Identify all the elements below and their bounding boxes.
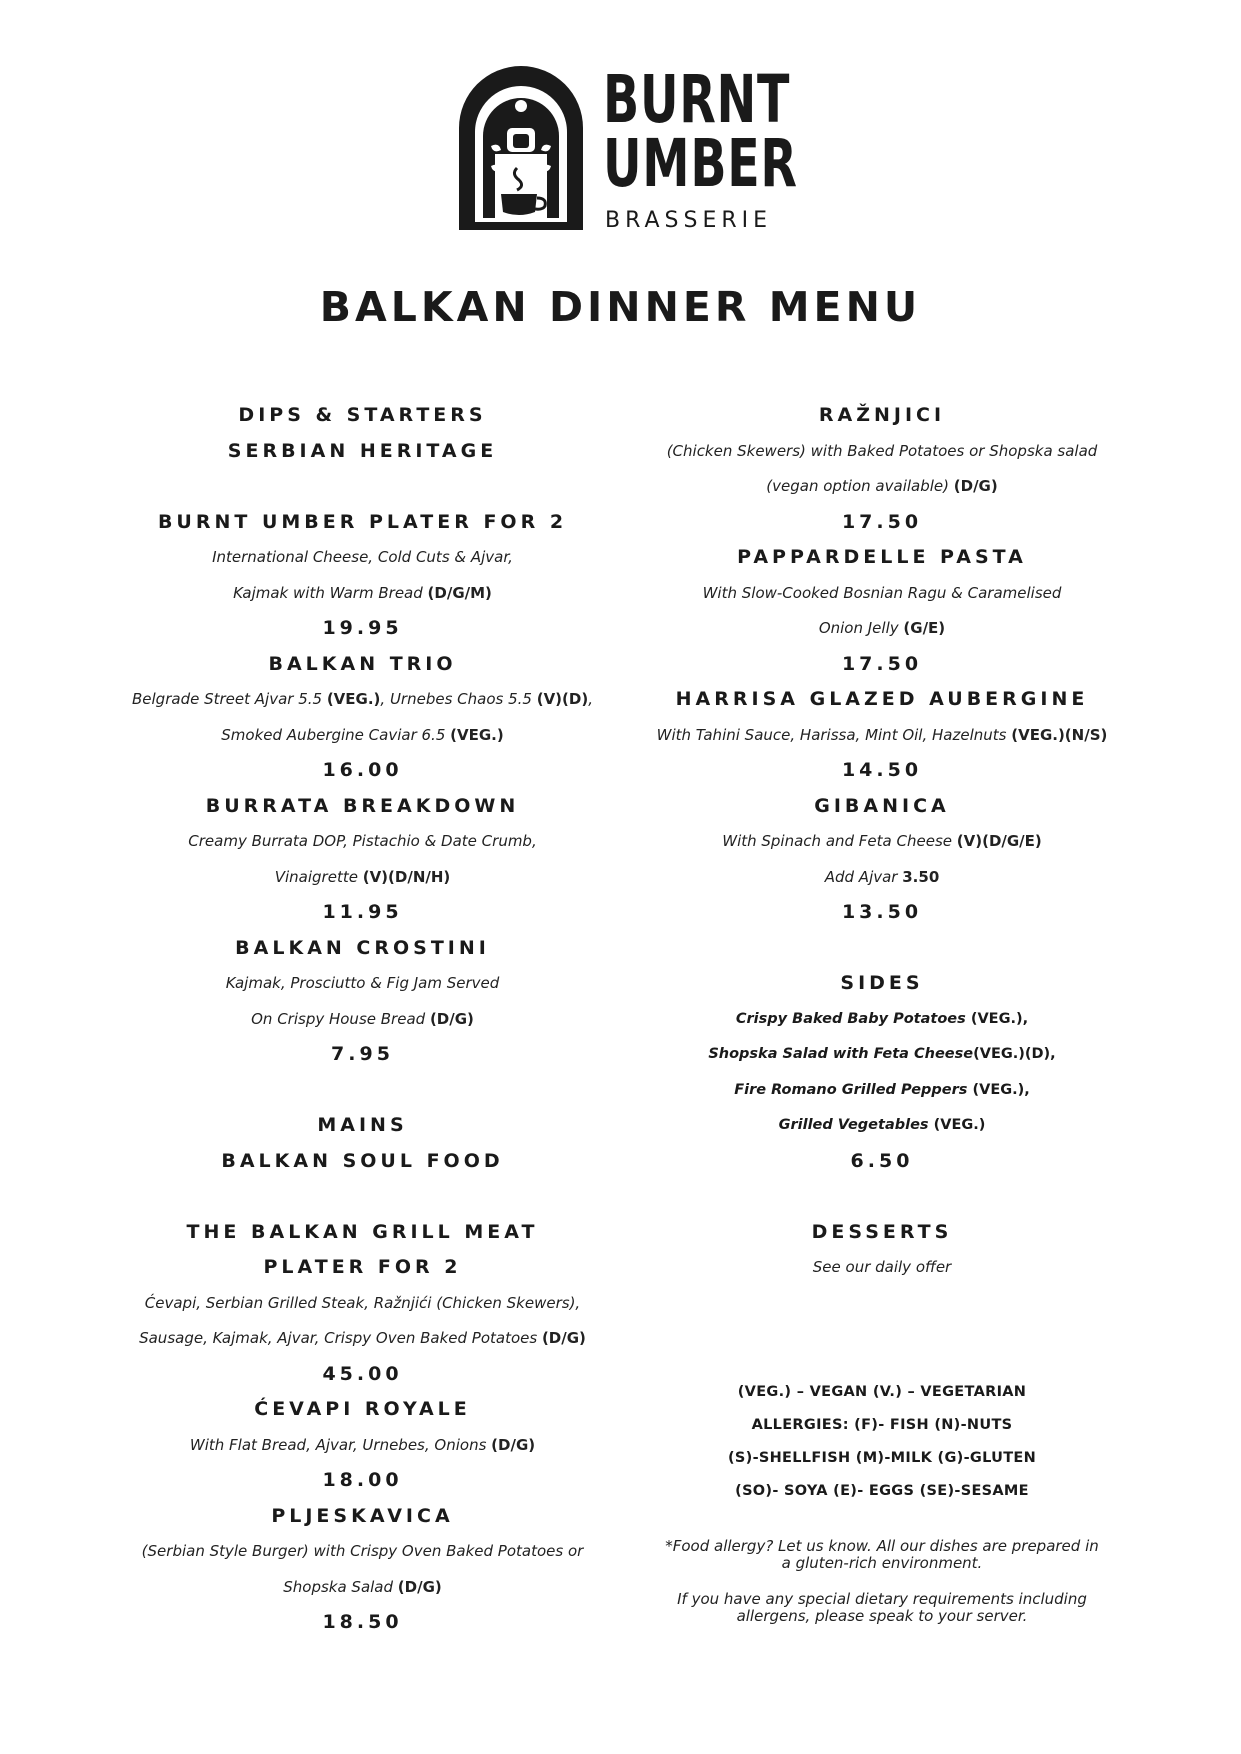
item-desc: With Spinach and Feta Cheese (V)(D/G/E) [722, 832, 1042, 850]
legend-line: ALLERGIES: (F)- FISH (N)-NUTS [751, 1417, 1013, 1433]
item-price: 11.95 [322, 901, 403, 923]
sides-price: 6.50 [850, 1149, 914, 1172]
item-desc: Onion Jelly (G/E) [818, 619, 946, 637]
allergen-tag: (D/G) [541, 1329, 586, 1347]
allergen-tag: (VEG.) [450, 725, 504, 744]
item-desc: (Chicken Skewers) with Baked Potatoes or Shopska salad [666, 441, 1098, 460]
item-desc: Ćevapi, Serbian Grilled Steak, Ražnjići (Chicken Skewers), [144, 1293, 581, 1312]
item-name: HARRISA GLAZED AUBERGINE [675, 688, 1089, 710]
allergen-tag: (V)(D/G/E) [956, 832, 1042, 850]
allergen-tag: (D/G) [397, 1577, 442, 1596]
item-desc: Kajmak, Prosciutto & Fig Jam Served [225, 974, 500, 992]
item-desc: (vegan option available) (D/G) [766, 477, 998, 495]
item-price: 16.00 [322, 759, 403, 781]
coffee-arch-logo-icon [455, 62, 587, 234]
addon-price: 3.50 [902, 867, 940, 886]
section-title-desserts: DESSERTS [811, 1220, 953, 1243]
item-price: 18.00 [322, 1469, 403, 1491]
brand-word-2: UMBER [603, 125, 798, 202]
left-column [115, 398, 610, 1641]
item-name: PLJESKAVICA [271, 1504, 454, 1527]
menu-item [115, 505, 610, 647]
item-desc: On Crispy House Bread (D/G) [251, 1009, 474, 1028]
menu-item [636, 398, 1128, 540]
allergen-tag: (D/G/M) [427, 583, 492, 602]
legend-line: (VEG.) – VEGAN (V.) – VEGETARIAN [737, 1384, 1027, 1400]
item-name: BALKAN CROSTINI [235, 936, 490, 959]
item-price: 14.50 [841, 759, 923, 781]
item-desc: Sausage, Kajmak, Ajvar, Crispy Oven Baked Potatoes (D/G) [139, 1329, 586, 1347]
item-name: RAŽNJICI [818, 404, 946, 426]
item-desc: International Cheese, Cold Cuts & Ajvar, [212, 548, 513, 566]
item-price: 18.50 [322, 1611, 403, 1633]
legend-line: (S)-SHELLFISH (M)-MILK (G)-GLUTEN [727, 1450, 1037, 1466]
item-name: ĆEVAPI ROYALE [254, 1398, 471, 1420]
item-desc: With Slow-Cooked Bosnian Ragu & Caramelised [702, 583, 1062, 602]
item-name: PLATER FOR 2 [263, 1256, 462, 1278]
side-item: Crispy Baked Baby Potatoes (VEG.), [735, 1010, 1029, 1027]
brand-logo [455, 61, 798, 237]
menu-item [115, 647, 610, 789]
brand-word-1: BURNT [603, 61, 791, 138]
desserts-desc: See our daily offer [812, 1258, 952, 1276]
legend-line: (SO)- SOYA (E)- EGGS (SE)-SESAME [735, 1483, 1029, 1499]
allergen-tag: (V)(D/N/H) [362, 867, 451, 886]
right-column [636, 398, 1128, 1286]
item-desc: Kajmak with Warm Bread (D/G/M) [233, 583, 492, 602]
brand-name [603, 61, 798, 202]
allergen-legend [636, 1376, 1128, 1508]
menu-item [115, 1215, 610, 1393]
item-name: BURRATA BREAKDOWN [205, 794, 520, 817]
item-price: 13.50 [841, 901, 923, 923]
item-price: 17.50 [841, 652, 923, 675]
menu-item [636, 789, 1128, 931]
section-subtitle-mains: BALKAN SOUL FOOD [221, 1149, 504, 1172]
section-title-dips: DIPS & STARTERS [238, 404, 487, 426]
item-desc: With Flat Bread, Ajvar, Urnebes, Onions (D/G) [189, 1435, 536, 1454]
menu-item [636, 682, 1128, 789]
menu-title: BALKAN DINNER MENU [319, 283, 922, 331]
section-subtitle-dips: SERBIAN HERITAGE [227, 439, 498, 462]
item-desc: Vinaigrette (V)(D/N/H) [274, 867, 451, 886]
menu-item [115, 1392, 610, 1499]
item-desc: Smoked Aubergine Caviar 6.5 (VEG.) [221, 725, 504, 744]
menu-item [115, 931, 610, 1073]
side-item: Grilled Vegetables (VEG.) [778, 1117, 986, 1133]
allergen-tag: (D/G) [491, 1435, 536, 1454]
side-item: Shopska Salad with Feta Cheese(VEG.)(D), [708, 1046, 1056, 1062]
item-price: 45.00 [322, 1362, 403, 1385]
item-name: PAPPARDELLE PASTA [737, 546, 1027, 568]
item-desc: Shopska Salad (D/G) [283, 1577, 442, 1596]
item-desc: With Tahini Sauce, Harissa, Mint Oil, Hazelnuts (VEG.)(N/S) [656, 725, 1108, 744]
allergen-tag: (V)(D) [536, 690, 589, 708]
menu-item [115, 1499, 610, 1641]
footer-notes [660, 1538, 1104, 1644]
item-desc: Creamy Burrata DOP, Pistachio & Date Crumb, [188, 832, 537, 850]
menu-item [115, 789, 610, 931]
item-name: GIBANICA [814, 794, 950, 817]
item-name: BALKAN TRIO [268, 652, 457, 675]
allergen-tag: (VEG.) [326, 690, 381, 708]
item-price: 17.50 [841, 510, 923, 533]
item-desc: (Serbian Style Burger) with Crispy Oven Baked Potatoes or [141, 1542, 584, 1560]
item-name: THE BALKAN GRILL MEAT [186, 1220, 539, 1243]
menu-item [636, 540, 1128, 682]
item-desc: Add Ajvar 3.50 [824, 867, 940, 886]
item-price: 7.95 [331, 1043, 394, 1065]
allergy-note: *Food allergy? Let us know. All our dishes are prepared in a gluten-rich environment. [665, 1537, 1099, 1572]
allergen-tag: (VEG.)(N/S) [1011, 725, 1108, 744]
item-name: BURNT UMBER PLATER FOR 2 [157, 510, 568, 533]
section-title-mains: MAINS [317, 1114, 408, 1136]
side-item: Fire Romano Grilled Peppers (VEG.), [734, 1081, 1030, 1098]
allergen-tag: (D/G) [953, 477, 998, 495]
brand-subtitle: BRASSERIE [605, 208, 773, 233]
dietary-note: If you have any special dietary requirements including allergens, please speak to your server. [677, 1590, 1087, 1625]
allergen-tag: (D/G) [429, 1009, 474, 1028]
section-title-sides: SIDES [840, 972, 924, 994]
item-price: 19.95 [322, 617, 403, 639]
allergen-tag: (G/E) [903, 619, 946, 637]
item-desc: Belgrade Street Ajvar 5.5 (VEG.), Urnebes Chaos 5.5 (V)(D), [132, 690, 593, 708]
